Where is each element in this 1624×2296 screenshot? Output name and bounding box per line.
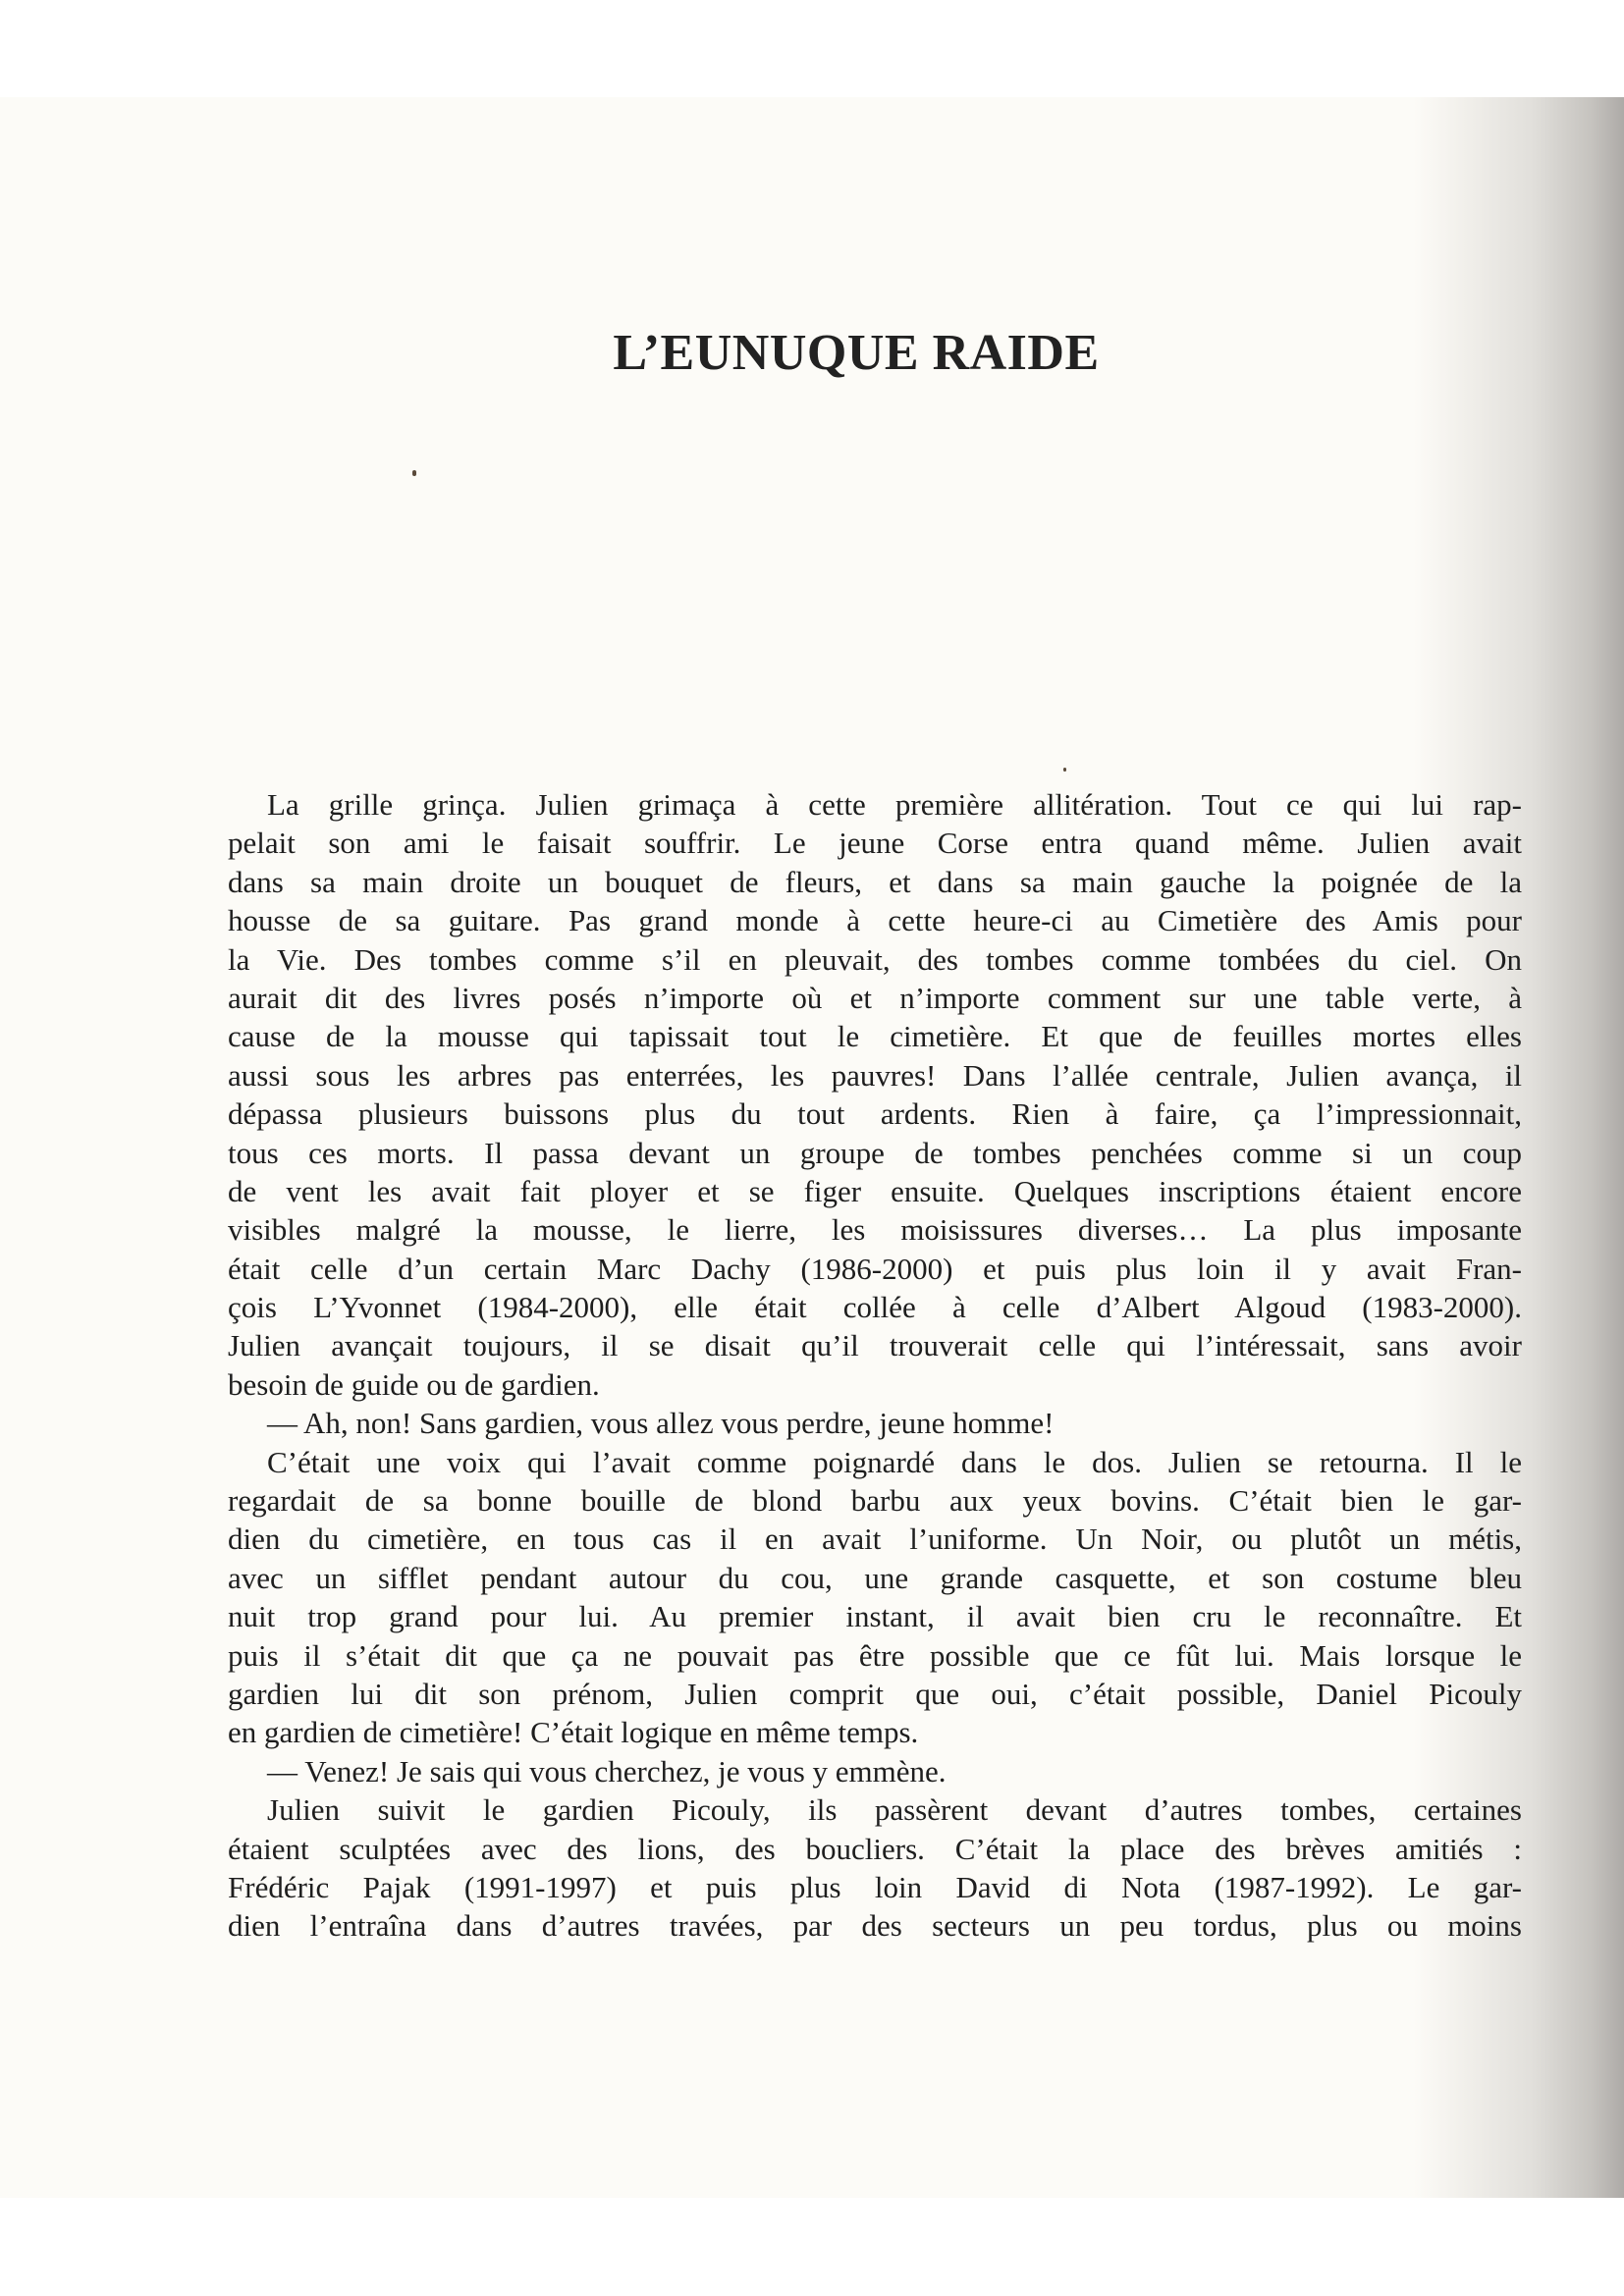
text-line: — Ah, non! Sans gardien, vous allez vous perdre, jeune homme! bbox=[267, 1406, 1055, 1441]
ink-speck-mark bbox=[1063, 768, 1066, 772]
text-line: La grille grinça. Julien grimaça à cette première allitération. Tout ce qui lui rap- bbox=[267, 787, 1522, 822]
text-line: C’était une voix qui l’avait comme poignardé dans le dos. Julien se retourna. Il le bbox=[267, 1444, 1522, 1479]
chapter-title: L’EUNUQUE RAIDE bbox=[613, 325, 1100, 381]
text-line: dans sa main droite un bouquet de fleurs, et dans sa main gauche la poignée de la bbox=[228, 864, 1522, 899]
text-line: dien l’entraîna dans d’autres travées, par des secteurs un peu tordus, plus ou moins bbox=[228, 1908, 1522, 1944]
text-line: tous ces morts. Il passa devant un groupe de tombes penchées comme si un coup bbox=[228, 1135, 1522, 1170]
text-line: dépassa plusieurs buissons plus du tout ardents. Rien à faire, ça l’impressionnait, bbox=[228, 1096, 1522, 1132]
text-line: besoin de guide ou de gardien. bbox=[228, 1366, 600, 1402]
text-line: dien du cimetière, en tous cas il en avait l’uniforme. Un Noir, ou plutôt un métis, bbox=[228, 1522, 1522, 1557]
text-line: avec un sifflet pendant autour du cou, une grande casquette, et son costume bleu bbox=[228, 1560, 1522, 1595]
text-line: housse de sa guitare. Pas grand monde à cette heure-ci au Cimetière des Amis pour bbox=[228, 903, 1522, 938]
text-line: aussi sous les arbres pas enterrées, les pauvres! Dans l’allée centrale, Julien avança, il bbox=[228, 1057, 1522, 1093]
text-line: la Vie. Des tombes comme s’il en pleuvait, des tombes comme tombées du ciel. On bbox=[228, 941, 1522, 977]
ink-speck-mark bbox=[412, 470, 416, 476]
text-line: puis il s’était dit que ça ne pouvait pas être possible que ce fût lui. Mais lorsque le bbox=[228, 1637, 1522, 1673]
text-line: çois L’Yvonnet (1984-2000), elle était collée à celle d’Albert Algoud (1983-2000). bbox=[228, 1290, 1522, 1325]
text-line: gardien lui dit son prénom, Julien comprit que oui, c’était possible, Daniel Picouly bbox=[228, 1676, 1522, 1711]
text-line: Julien suivit le gardien Picouly, ils passèrent devant d’autres tombes, certaines bbox=[267, 1792, 1522, 1828]
text-line: nuit trop grand pour lui. Au premier instant, il avait bien cru le reconnaître. Et bbox=[228, 1599, 1522, 1634]
text-line: Julien avançait toujours, il se disait qu’il trouverait celle qui l’intéressait, sans avoir bbox=[228, 1328, 1522, 1363]
text-line: regardait de sa bonne bouille de blond barbu aux yeux bovins. C’était bien le gar- bbox=[228, 1483, 1522, 1519]
text-line: en gardien de cimetière! C’était logique en même temps. bbox=[228, 1715, 919, 1750]
body-text bbox=[228, 785, 1522, 1946]
text-line: Frédéric Pajak (1991-1997) et puis plus loin David di Nota (1987-1992). Le gar- bbox=[228, 1869, 1522, 1904]
text-line: de vent les avait fait ployer et se figer ensuite. Quelques inscriptions étaient encore bbox=[228, 1173, 1522, 1208]
text-line: — Venez! Je sais qui vous cherchez, je vous y emmène. bbox=[267, 1753, 947, 1789]
text-line: pelait son ami le faisait souffrir. Le jeune Corse entra quand même. Julien avait bbox=[228, 826, 1522, 861]
text-line: visibles malgré la mousse, le lierre, les moisissures diverses… La plus imposante bbox=[228, 1212, 1522, 1248]
text-line: aurait dit des livres posés n’importe où et n’importe comment sur une table verte, à bbox=[228, 980, 1522, 1015]
text-line: étaient sculptées avec des lions, des boucliers. C’était la place des brèves amitiés : bbox=[228, 1831, 1522, 1866]
text-line: cause de la mousse qui tapissait tout le cimetière. Et que de feuilles mortes elles bbox=[228, 1019, 1522, 1054]
text-line: était celle d’un certain Marc Dachy (1986-2000) et puis plus loin il y avait Fran- bbox=[228, 1251, 1522, 1286]
